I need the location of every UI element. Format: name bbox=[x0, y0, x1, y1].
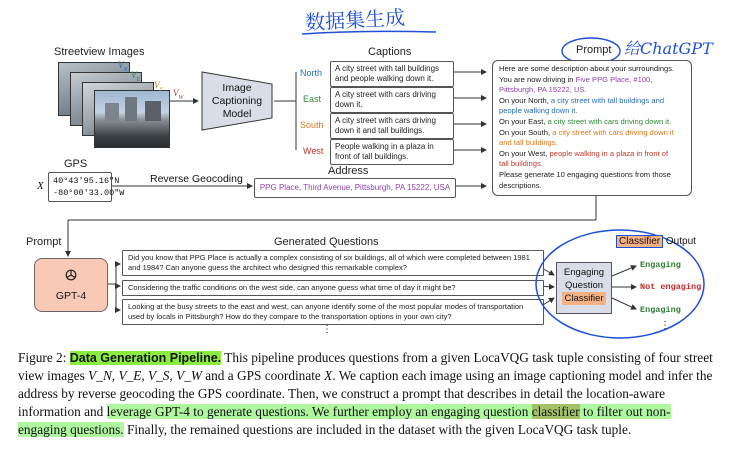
prompt-line: Here are some description about your surroundings. bbox=[499, 64, 675, 73]
prompt-line: On your East, a city street with cars driving down it. bbox=[499, 116, 672, 126]
question-item: Considering the traffic conditions on the west side, can anyone guess what time of day it might be? bbox=[122, 280, 544, 296]
caption-south: A city street with cars driving down it and tall buildings. bbox=[330, 113, 454, 139]
figure-caption: Figure 2: Data Generation Pipeline. This pipeline produces questions from a given LocaVQG task tuple consisting of four street view images V_N, V_E, V_S, V_W and a GPS coordinate X. We caption each image using an image captioning model and infer the address by reverse geocoding the GPS coordinate. Then, we construct a prompt that describes in detail the location-aware information and leverage GPT-4 to generate questions. We further employ an engaging question classifier to filter out non-engaging questions. Finally, the remained questions are included in the dataset with the given LocaVQG task tuple. bbox=[18, 350, 713, 437]
figure-caption-title: Data Generation Pipeline. bbox=[69, 351, 222, 365]
gps-x-label: X bbox=[37, 180, 44, 192]
gps-title: GPS bbox=[64, 158, 88, 170]
address-box: PPG Place, Third Avenue, Pittsburgh, PA 15222, USA bbox=[254, 178, 456, 198]
classifier-box bbox=[556, 262, 612, 314]
caption-highlight: leverage GPT-4 to generate questions. We further employ an engaging question bbox=[106, 404, 532, 419]
view-label-s: $V_S$ bbox=[154, 80, 163, 93]
caption-east: A city street with cars driving down it. bbox=[330, 87, 454, 113]
classifier-output-3: Engaging bbox=[640, 305, 681, 315]
captions-title: Captions bbox=[368, 46, 412, 58]
caption-math-views: V_N, V_E, V_S, V_W bbox=[88, 368, 202, 383]
classifier-output-1: Engaging bbox=[640, 260, 681, 270]
gpt-box bbox=[34, 258, 108, 312]
caption-math-x: X bbox=[324, 368, 333, 383]
view-label-w: $V_W$ bbox=[173, 88, 184, 101]
gpt-prompt-label: Prompt bbox=[26, 236, 62, 248]
streetview-title: Streetview Images bbox=[54, 46, 145, 58]
prompt-line: descriptions. bbox=[499, 180, 542, 190]
caption-dir-east: East bbox=[303, 94, 322, 104]
question-item: Did you know that PPG Place is actually a complex consisting of six buildings, all of which were completed between 1981 and 1984? Can anyone guess the architect who designed this remarkable complex? bbox=[122, 250, 544, 276]
prompt-line: Pittsburgh, PA 15222, US. bbox=[499, 85, 587, 95]
caption-dir-north: North bbox=[300, 68, 323, 78]
handwritten-note: 给ChatGPT bbox=[624, 39, 713, 58]
prompt-line: You are now driving in Five PPG Place, #100, bbox=[499, 74, 653, 84]
handwritten-title: 数据集生成 bbox=[304, 5, 406, 35]
classifier-line-3: Classifier bbox=[564, 293, 604, 304]
openai-icon bbox=[63, 267, 79, 283]
caption-dir-west: West bbox=[303, 146, 324, 156]
classifier-output-word: Classifier bbox=[616, 235, 663, 248]
caption-north: A city street with tall buildings and people walking down it. bbox=[330, 61, 454, 87]
outputs-ellipsis: ⋮ bbox=[660, 320, 670, 331]
prompt-box bbox=[492, 60, 692, 196]
classifier-output-title: Classifier Output bbox=[616, 236, 696, 247]
questions-ellipsis: ⋮ bbox=[322, 324, 332, 335]
reverse-geocoding-label: Reverse Geocoding bbox=[150, 173, 243, 185]
prompt-line: and tall buildings. bbox=[499, 138, 558, 148]
address-title: Address bbox=[328, 165, 369, 177]
gpt-model-label: GPT-4 bbox=[55, 290, 87, 302]
view-label-e: $V_E$ bbox=[131, 70, 141, 83]
view-label-n: $V_N$ bbox=[118, 60, 128, 73]
prompt-line: people walking down it. bbox=[499, 106, 578, 116]
classifier-output-2: Not engaging bbox=[640, 282, 702, 292]
questions-title: Generated Questions bbox=[274, 236, 379, 248]
prompt-line: tall buildings. bbox=[499, 159, 543, 169]
gps-lon: -80°00'33.00"W bbox=[53, 188, 125, 198]
classifier-line-1: Engaging bbox=[563, 267, 605, 278]
prompt-title: Prompt bbox=[576, 44, 612, 56]
prompt-line: Please generate 10 engaging questions from those bbox=[499, 169, 671, 179]
figure-label: Figure 2: bbox=[18, 350, 67, 365]
question-item: Looking at the busy streets to the east and west, can anyone identify some of the most popular modes of transportation used by locals in Pittsburgh? How do they compare to the transportation options in your own city? bbox=[122, 299, 544, 325]
gps-lat: 40°43'95.16"N bbox=[53, 176, 120, 186]
gps-coordinates bbox=[48, 172, 125, 202]
prompt-line: On your West, people walking in a plaza in front of bbox=[499, 148, 669, 158]
caption-highlight-classifier: classifier bbox=[531, 404, 580, 419]
captioning-model-label: Image Captioning Model bbox=[211, 82, 263, 120]
caption-west: People walking in a plaza in front of tall buildings. bbox=[330, 139, 454, 165]
classifier-line-2: Question bbox=[564, 280, 604, 291]
prompt-line: On your North, a city street with tall buildings and bbox=[499, 95, 665, 105]
caption-dir-south: South bbox=[300, 120, 324, 130]
prompt-line: On your South, a city street with cars driving down it bbox=[499, 127, 674, 137]
